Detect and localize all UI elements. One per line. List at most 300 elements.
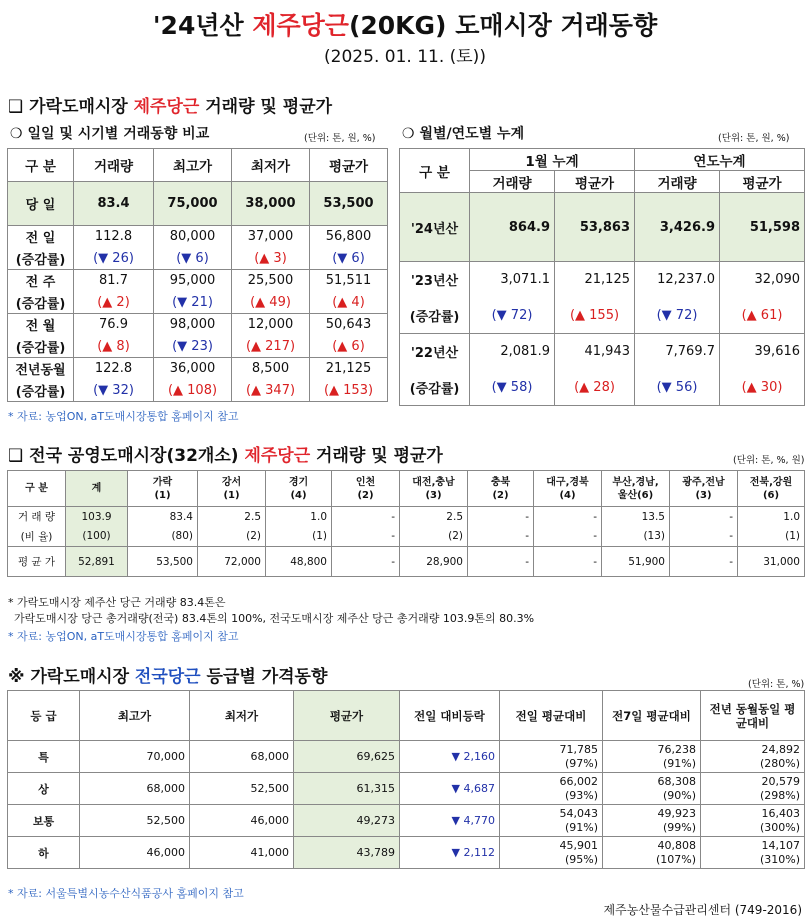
table-row-change: [400, 370, 805, 406]
change-arrow: ▼: [661, 307, 672, 323]
column-name: 전북,강원: [749, 476, 793, 488]
value-cell: 8,500: [232, 358, 310, 380]
value-cell: 112.8: [74, 226, 154, 248]
column-name: 인천: [355, 476, 376, 488]
row-label: 전 일: [8, 226, 74, 248]
change-arrow: ▼: [181, 250, 192, 266]
change-cell: (▼ 72): [635, 298, 720, 334]
value-cell: 83.4: [74, 182, 154, 226]
compare-percent: (91%): [564, 820, 598, 834]
row-label: (비 율): [8, 527, 66, 547]
header-cell: 평균가: [555, 171, 635, 193]
table-row-change: [8, 292, 388, 314]
grade-label: 하: [8, 837, 80, 869]
change-cell: (▲ 8): [74, 336, 154, 358]
value-cell: 39,616: [720, 334, 805, 370]
header-cell: 최저가: [232, 149, 310, 182]
section2-note1: * 가락도매시장 제주산 당근 거래량 83.4톤은: [8, 596, 226, 609]
value-cell: -: [670, 507, 738, 527]
compare-percent: (99%): [662, 820, 696, 834]
change-cell: (▲ 108): [154, 380, 232, 402]
compare-percent: (95%): [564, 852, 598, 866]
row-label: 평 균 가: [8, 547, 66, 577]
compare-value: 40,808: [657, 838, 696, 852]
change-cell: (▲ 2): [74, 292, 154, 314]
value-cell: 50,643: [310, 314, 388, 336]
table-row: [8, 226, 388, 248]
table-row: [8, 314, 388, 336]
section3-title: ※ 가락도매시장 전국당근 등급별 가격동향: [8, 667, 328, 687]
value-cell: 98,000: [154, 314, 232, 336]
value-cell: 83.4: [128, 507, 198, 527]
table-row-today: [8, 182, 388, 226]
table-header-row: [8, 149, 388, 182]
table-row-volume: [8, 507, 805, 527]
compare-value: 71,785: [559, 742, 598, 756]
value-cell: 52,500: [190, 773, 294, 805]
change-arrow: ▲: [575, 307, 586, 323]
value-cell: 21,125: [310, 358, 388, 380]
change-arrow: ▲: [746, 307, 757, 323]
header-cell: 전7일 평균대비: [603, 691, 701, 741]
value-cell: 76.9: [74, 314, 154, 336]
compare-value: 20,579: [761, 774, 800, 788]
compare-value: 76,238: [657, 742, 696, 756]
change-cell: (▼ 56): [635, 370, 720, 406]
value-cell: 81.7: [74, 270, 154, 292]
value-cell: -: [468, 507, 534, 527]
value-cell: 43,789: [294, 837, 400, 869]
change-label: (증감률): [400, 298, 470, 334]
table-row: [8, 741, 805, 773]
change-cell: (▲ 61): [720, 298, 805, 334]
change-value: 347: [265, 382, 290, 398]
value-cell: 2,081.9: [470, 334, 555, 370]
change-cell: (▼ 6): [310, 248, 388, 270]
section2-source: * 자료: 농업ON, aT도매시장통합 홈페이지 참고: [8, 630, 239, 643]
value-cell: 41,943: [555, 334, 635, 370]
diff-cell: [400, 741, 500, 773]
column-count: (4): [559, 489, 576, 501]
value-cell: 32,090: [720, 262, 805, 298]
change-cell: (▼ 58): [470, 370, 555, 406]
change-arrow: ▲: [255, 294, 266, 310]
change-arrow: ▼: [661, 379, 672, 395]
value-cell: 38,000: [232, 182, 310, 226]
diff-cell: [400, 837, 500, 869]
header-cell: 전일 평균대비: [500, 691, 603, 741]
compare-percent: (280%): [759, 756, 800, 770]
value-cell: 21,125: [555, 262, 635, 298]
compare-value: 66,002: [559, 774, 598, 788]
column-name: 광주,전남: [682, 476, 725, 488]
value-cell: 3,426.9: [635, 193, 720, 262]
column-name: 부산,경남,: [612, 476, 659, 488]
table-header-row: [8, 691, 805, 741]
grade-label: 상: [8, 773, 80, 805]
value-cell: 68,000: [190, 741, 294, 773]
header-cell: 최고가: [80, 691, 190, 741]
diff-cell: [400, 805, 500, 837]
section3-unit: (단위: 톤, %): [748, 679, 805, 690]
change-label: (증감률): [8, 248, 74, 270]
column-name: 경기: [288, 476, 309, 488]
value-cell: (13): [602, 527, 670, 547]
change-value: 23: [191, 338, 208, 354]
change-arrow: ▲: [251, 338, 262, 354]
value-cell: -: [534, 527, 602, 547]
change-arrow: ▼: [496, 307, 507, 323]
change-arrow: ▼: [177, 294, 188, 310]
change-value: 58: [510, 379, 528, 395]
header-cell: [66, 471, 128, 507]
change-cell: (▲ 217): [232, 336, 310, 358]
table-row: [400, 262, 805, 298]
change-value: 28: [593, 379, 610, 395]
value-cell: -: [332, 547, 400, 577]
change-cell: (▼ 32): [74, 380, 154, 402]
header-cell: 구 분: [8, 471, 66, 507]
value-cell: -: [468, 527, 534, 547]
value-cell: 70,000: [80, 741, 190, 773]
compare-cell: [701, 805, 805, 837]
value-cell: (80): [128, 527, 198, 547]
change-arrow: ▲: [329, 382, 340, 398]
compare-cell: [500, 741, 603, 773]
table-row-price: [8, 547, 805, 577]
compare-percent: (93%): [564, 788, 598, 802]
value-cell: 3,071.1: [470, 262, 555, 298]
table-row-24: [400, 193, 805, 262]
compare-value: 49,923: [657, 806, 696, 820]
compare-cell: [603, 773, 701, 805]
table-row: [8, 270, 388, 292]
diff-cell: [400, 773, 500, 805]
row-label: '22년산: [400, 334, 470, 370]
column-name: 대구,경북: [546, 476, 589, 488]
column-name: 대전,충남: [412, 476, 455, 488]
change-cell: (▼ 23): [154, 336, 232, 358]
column-name: 계: [91, 483, 102, 494]
change-value: 153: [343, 382, 368, 398]
change-cell: (▲ 153): [310, 380, 388, 402]
value-cell: 53,500: [310, 182, 388, 226]
grade-label: 특: [8, 741, 80, 773]
column-name: 가락: [152, 476, 173, 488]
table-row: [8, 805, 805, 837]
change-label: (증감률): [8, 292, 74, 314]
value-cell: 52,891: [66, 547, 128, 577]
change-value: 21: [191, 294, 208, 310]
column-count: (2): [357, 489, 374, 501]
value-cell: -: [670, 527, 738, 547]
column-count: (6): [762, 489, 780, 501]
change-value: 56: [675, 379, 693, 395]
header-cell: 전년 동월동일 평균대비: [701, 691, 805, 741]
change-value: 155: [589, 307, 614, 323]
header-cell: [534, 471, 602, 507]
value-cell: 12,237.0: [635, 262, 720, 298]
value-cell: -: [670, 547, 738, 577]
daily-rows: [8, 226, 388, 402]
change-label: (증감률): [8, 380, 74, 402]
row-label: 거 래 량: [8, 507, 66, 527]
column-count: (4): [290, 489, 307, 501]
table-row-change: [400, 298, 805, 334]
header-cell: [332, 471, 400, 507]
daily-comparison-table: [7, 148, 388, 402]
value-cell: 1.0: [266, 507, 332, 527]
header-cell: [468, 471, 534, 507]
compare-cell: [500, 837, 603, 869]
column-name: 충북: [490, 476, 511, 488]
daily-subtitle: ❍ 일일 및 시기별 거래동향 비교: [10, 126, 210, 142]
change-value: 49: [269, 294, 286, 310]
header-cell: [400, 471, 468, 507]
value-cell: 69,625: [294, 741, 400, 773]
row-label: '23년산: [400, 262, 470, 298]
value-cell: (1): [738, 527, 805, 547]
down-arrow-icon: ▼: [451, 782, 460, 795]
compare-cell: [701, 741, 805, 773]
change-value: 32: [112, 382, 129, 398]
compare-cell: [603, 741, 701, 773]
change-value: 108: [187, 382, 212, 398]
value-cell: 75,000: [154, 182, 232, 226]
header-cell: 거래량: [74, 149, 154, 182]
value-cell: 56,800: [310, 226, 388, 248]
value-cell: 28,900: [400, 547, 468, 577]
change-value: 26: [112, 250, 129, 266]
page-title: '24년산 제주당근(20KG) 도매시장 거래동향: [152, 11, 658, 40]
value-cell: 13.5: [602, 507, 670, 527]
compare-value: 16,403: [761, 806, 800, 820]
value-cell: 80,000: [154, 226, 232, 248]
down-arrow-icon: ▼: [451, 846, 460, 859]
compare-percent: (107%): [655, 852, 696, 866]
compare-cell: [603, 805, 701, 837]
change-arrow: ▲: [251, 382, 262, 398]
change-cell: (▲ 49): [232, 292, 310, 314]
change-value: 6: [351, 250, 360, 266]
value-cell: 72,000: [198, 547, 266, 577]
value-cell: 103.9: [66, 507, 128, 527]
value-cell: (100): [66, 527, 128, 547]
section3-source: * 자료: 서울특별시농수산식품공사 홈페이지 참고: [8, 887, 244, 900]
diff-value: 2,160: [463, 750, 495, 763]
cumulative-rows: [400, 262, 805, 406]
cumulative-subtitle: ❍ 월별/연도별 누계: [402, 126, 525, 142]
compare-percent: (97%): [564, 756, 598, 770]
footer-org: 제주농산물수급관리센터 (749-2016): [603, 903, 802, 917]
section2-title: ❑ 전국 공영도매시장(32개소) 제주당근 거래량 및 평균가: [8, 446, 443, 466]
change-value: 6: [195, 250, 204, 266]
change-cell: (▼ 21): [154, 292, 232, 314]
section2-unit: (단위: 톤, %, 원): [733, 455, 805, 466]
change-arrow: ▼: [177, 338, 188, 354]
change-arrow: ▲: [337, 294, 348, 310]
compare-percent: (300%): [759, 820, 800, 834]
value-cell: (2): [198, 527, 266, 547]
grade-price-table: [7, 690, 805, 869]
value-cell: 51,598: [720, 193, 805, 262]
change-value: 6: [351, 338, 360, 354]
compare-value: 54,043: [559, 806, 598, 820]
change-cell: (▲ 155): [555, 298, 635, 334]
change-value: 3: [273, 250, 282, 266]
value-cell: 95,000: [154, 270, 232, 292]
change-arrow: ▲: [746, 379, 757, 395]
header-cell: 거래량: [470, 171, 555, 193]
value-cell: (2): [400, 527, 468, 547]
column-count: 울산(6): [617, 489, 654, 501]
value-cell: -: [534, 547, 602, 577]
column-name: 강서: [221, 476, 242, 488]
value-cell: 25,500: [232, 270, 310, 292]
table-row-change: [8, 380, 388, 402]
header-cell: 전일 대비등락: [400, 691, 500, 741]
change-arrow: ▼: [337, 250, 348, 266]
section1-source: * 자료: 농업ON, aT도매시장통합 홈페이지 참고: [8, 410, 239, 423]
header-cell: 최고가: [154, 149, 232, 182]
change-label: (증감률): [8, 336, 74, 358]
compare-percent: (90%): [662, 788, 696, 802]
compare-percent: (298%): [759, 788, 800, 802]
daily-unit: (단위: 톤, 원, %): [304, 133, 376, 144]
header-cell: [128, 471, 198, 507]
change-value: 2: [116, 294, 125, 310]
header-cell: 평균가: [310, 149, 388, 182]
value-cell: 36,000: [154, 358, 232, 380]
value-cell: 41,000: [190, 837, 294, 869]
cumulative-unit: (단위: 톤, 원, %): [718, 133, 790, 144]
change-cell: (▲ 3): [232, 248, 310, 270]
change-arrow: ▲: [102, 338, 113, 354]
header-cell: 평균가: [720, 171, 805, 193]
down-arrow-icon: ▼: [451, 814, 460, 827]
row-label: '24년산: [400, 193, 470, 262]
compare-value: 68,308: [657, 774, 696, 788]
table-row-change: [8, 336, 388, 358]
header-cell: 연도누계: [635, 149, 805, 171]
value-cell: -: [332, 527, 400, 547]
compare-value: 45,901: [559, 838, 598, 852]
change-value: 61: [760, 307, 778, 323]
change-value: 217: [265, 338, 290, 354]
value-cell: 1.0: [738, 507, 805, 527]
value-cell: 51,900: [602, 547, 670, 577]
cumulative-table: [399, 148, 805, 406]
value-cell: 7,769.7: [635, 334, 720, 370]
change-value: 72: [510, 307, 528, 323]
grade-rows: [8, 741, 805, 869]
value-cell: 12,000: [232, 314, 310, 336]
header-cell: [738, 471, 805, 507]
table-row: [400, 334, 805, 370]
value-cell: 61,315: [294, 773, 400, 805]
report-date: (2025. 01. 11. (토)): [324, 47, 486, 67]
compare-cell: [500, 773, 603, 805]
row-label: 전 주: [8, 270, 74, 292]
national-market-table: [7, 470, 805, 577]
change-value: 30: [760, 379, 778, 395]
column-count: (1): [154, 489, 171, 501]
change-arrow: ▼: [496, 379, 507, 395]
header-cell: 등 급: [8, 691, 80, 741]
value-cell: -: [332, 507, 400, 527]
change-value: 4: [351, 294, 360, 310]
header-cell: 평균가: [294, 691, 400, 741]
value-cell: 2.5: [198, 507, 266, 527]
value-cell: (1): [266, 527, 332, 547]
header-cell: [198, 471, 266, 507]
change-arrow: ▲: [259, 250, 270, 266]
change-arrow: ▲: [579, 379, 590, 395]
value-cell: 68,000: [80, 773, 190, 805]
header-cell: [602, 471, 670, 507]
row-label: 당 일: [8, 182, 74, 226]
section1-title: ❑ 가락도매시장 제주당근 거래량 및 평균가: [8, 97, 333, 117]
header-cell: [266, 471, 332, 507]
section2-note2: 가락도매시장 당근 총거래량(전국) 83.4톤의 100%, 전국도매시장 제주산 당근 총거래량 103.9톤의 80.3%: [14, 612, 535, 625]
compare-cell: [603, 837, 701, 869]
header-cell: [670, 471, 738, 507]
header-cell: 거래량: [635, 171, 720, 193]
down-arrow-icon: ▼: [451, 750, 460, 763]
compare-cell: [500, 805, 603, 837]
column-count: (3): [425, 489, 442, 501]
compare-value: 24,892: [761, 742, 800, 756]
value-cell: 31,000: [738, 547, 805, 577]
value-cell: 2.5: [400, 507, 468, 527]
value-cell: 864.9: [470, 193, 555, 262]
value-cell: 53,500: [128, 547, 198, 577]
value-cell: 37,000: [232, 226, 310, 248]
header-cell: 최저가: [190, 691, 294, 741]
change-cell: (▲ 6): [310, 336, 388, 358]
change-arrow: ▲: [102, 294, 113, 310]
change-arrow: ▲: [337, 338, 348, 354]
value-cell: 52,500: [80, 805, 190, 837]
value-cell: 49,273: [294, 805, 400, 837]
change-cell: (▲ 28): [555, 370, 635, 406]
compare-percent: (91%): [662, 756, 696, 770]
value-cell: 48,800: [266, 547, 332, 577]
change-cell: (▲ 30): [720, 370, 805, 406]
value-cell: 122.8: [74, 358, 154, 380]
header-cell: 구 분: [8, 149, 74, 182]
compare-percent: (310%): [759, 852, 800, 866]
value-cell: -: [468, 547, 534, 577]
table-row: [8, 837, 805, 869]
table-header-row: [8, 471, 805, 507]
compare-value: 14,107: [761, 838, 800, 852]
table-header-row: [400, 149, 805, 171]
table-row: [8, 358, 388, 380]
column-count: (1): [223, 489, 240, 501]
table-row: [8, 773, 805, 805]
table-row-change: [8, 248, 388, 270]
value-cell: 51,511: [310, 270, 388, 292]
change-cell: (▲ 347): [232, 380, 310, 402]
diff-value: 4,687: [463, 782, 495, 795]
column-count: (2): [492, 489, 509, 501]
change-arrow: ▼: [98, 250, 109, 266]
column-count: (3): [695, 489, 712, 501]
compare-cell: [701, 773, 805, 805]
header-cell: 구 분: [400, 149, 470, 193]
grade-label: 보통: [8, 805, 80, 837]
